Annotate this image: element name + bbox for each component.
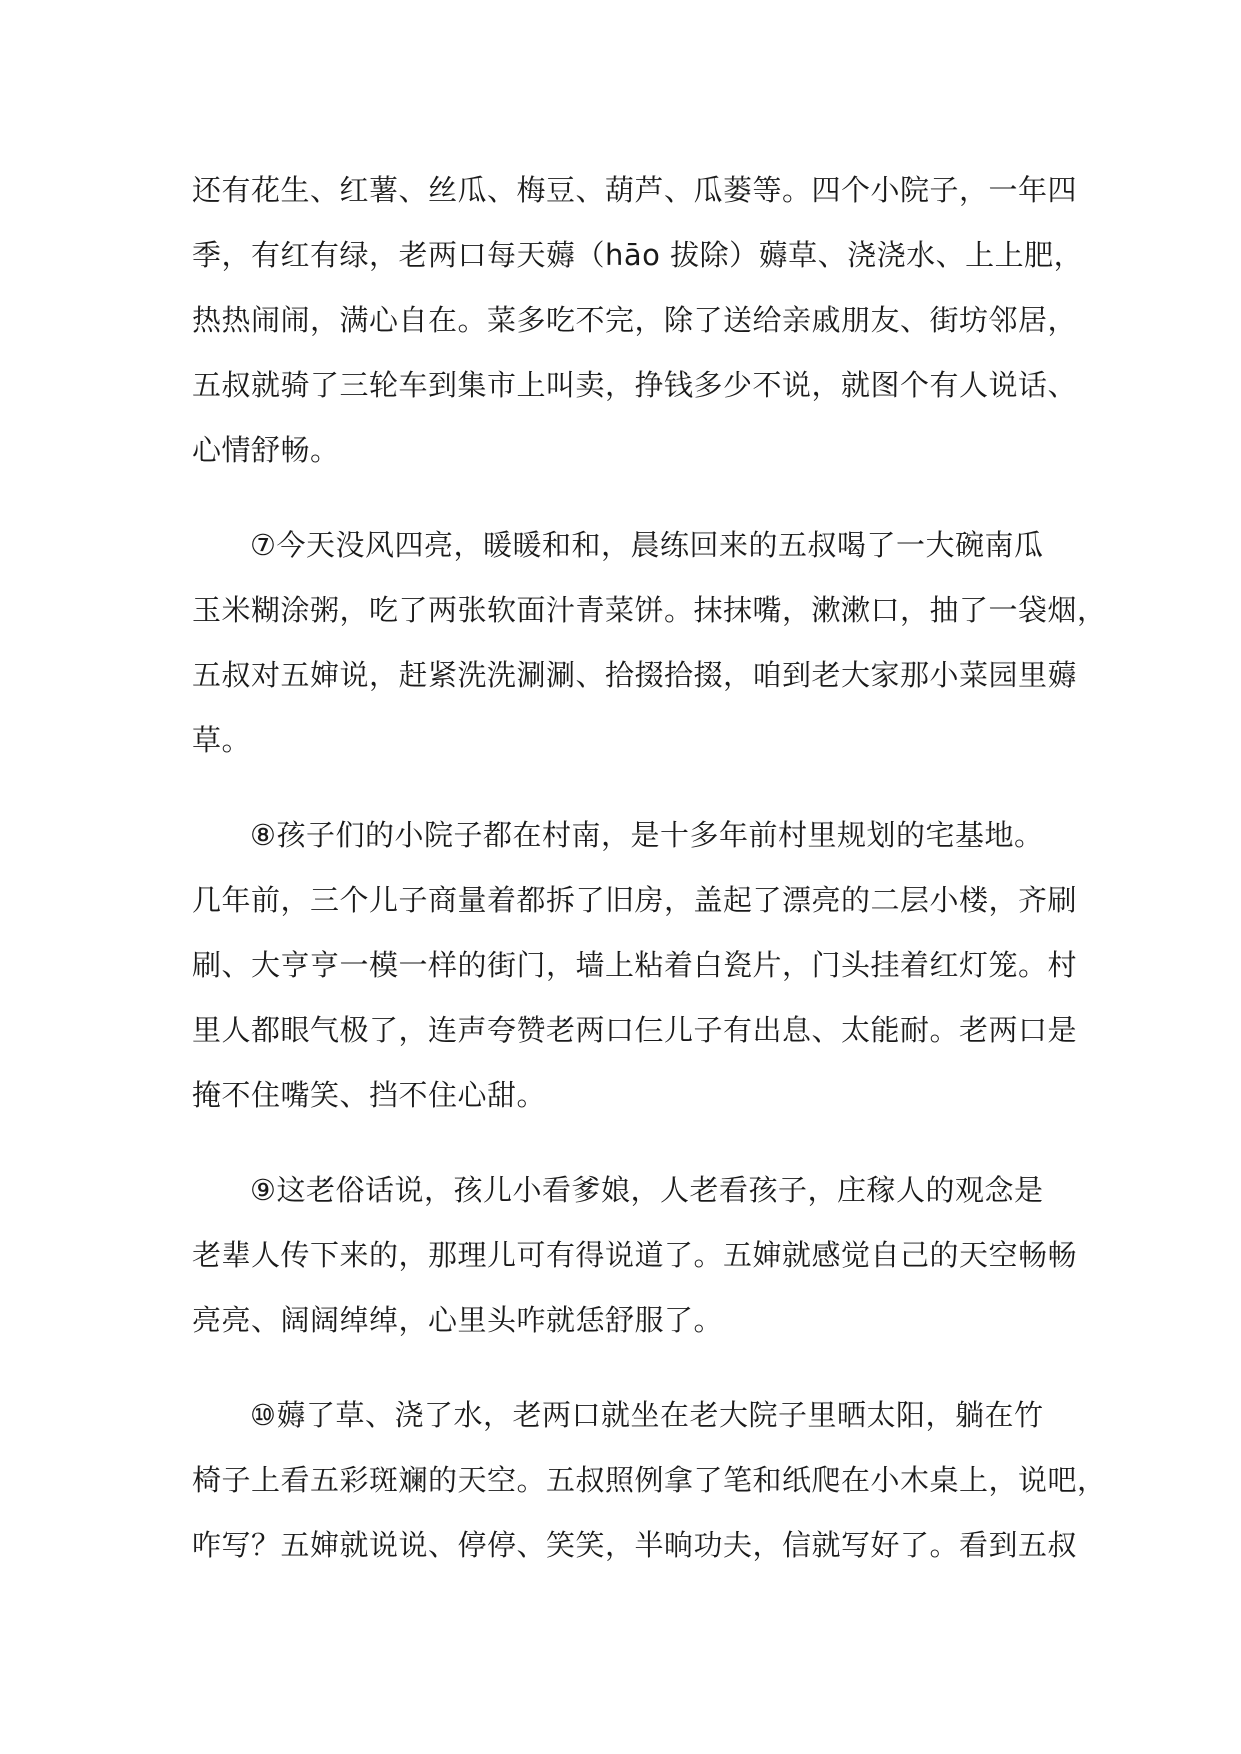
text-line: ⑩薅了草、浇了水，老两口就坐在老大院子里晒太阳，躺在竹 <box>250 1398 1044 1432</box>
text-line: 草。 <box>192 723 252 757</box>
text-line: 里人都眼气极了，连声夸赞老两口仨儿子有出息、太能耐。老两口是 <box>192 1013 1078 1047</box>
text-line: 老辈人传下来的，那理儿可有得说道了。五婶就感觉自己的天空畅畅 <box>192 1238 1078 1272</box>
paragraph-6-continuation <box>192 158 1092 483</box>
text-line: 五叔就骑了三轮车到集市上叫卖，挣钱多少不说，就图个有人说话、 <box>192 368 1078 402</box>
text-line: 刷、大亨亨一模一样的街门，墙上粘着白瓷片，门头挂着红灯笼。村 <box>192 948 1078 982</box>
text-line: 掩不住嘴笑、挡不住心甜。 <box>192 1078 547 1112</box>
text-line: ⑨这老俗话说，孩儿小看爹娘，人老看孩子，庄稼人的观念是 <box>250 1173 1044 1207</box>
text-line: 亮亮、阔阔绰绰，心里头咋就恁舒服了。 <box>192 1303 724 1337</box>
document-body <box>192 158 1107 1608</box>
paragraph-7 <box>192 513 1107 773</box>
text-line: 心情舒畅。 <box>192 433 340 467</box>
paragraph-10 <box>192 1383 1107 1578</box>
text-line: ⑧孩子们的小院子都在村南，是十多年前村里规划的宅基地。 <box>250 818 1044 852</box>
text-line: 还有花生、红薯、丝瓜、梅豆、葫芦、瓜蒌等。四个小院子，一年四 <box>192 173 1078 207</box>
text-line: 热热闹闹，满心自在。菜多吃不完，除了送给亲戚朋友、街坊邻居， <box>192 303 1078 337</box>
paragraph-9 <box>192 1158 1092 1353</box>
text-line: 咋写？五婶就说说、停停、笑笑，半晌功夫，信就写好了。看到五叔 <box>192 1528 1078 1562</box>
text-line: ⑦今天没风四亮，暖暖和和，晨练回来的五叔喝了一大碗南瓜 <box>250 528 1044 562</box>
text-line: 五叔对五婶说，赶紧洗洗涮涮、拾掇拾掇，咱到老大家那小菜园里薅 <box>192 658 1078 692</box>
text-line: 几年前，三个儿子商量着都拆了旧房，盖起了漂亮的二层小楼，齐刷 <box>192 883 1078 917</box>
text-line: 椅子上看五彩斑斓的天空。五叔照例拿了笔和纸爬在小木桌上，说吧， <box>192 1463 1107 1497</box>
paragraph-8 <box>192 803 1092 1128</box>
text-line: 季，有红有绿，老两口每天薅（hāo 拔除）薅草、浇浇水、上上肥， <box>192 238 1084 272</box>
text-line: 玉米糊涂粥，吃了两张软面汁青菜饼。抹抹嘴，漱漱口，抽了一袋烟， <box>192 593 1107 627</box>
